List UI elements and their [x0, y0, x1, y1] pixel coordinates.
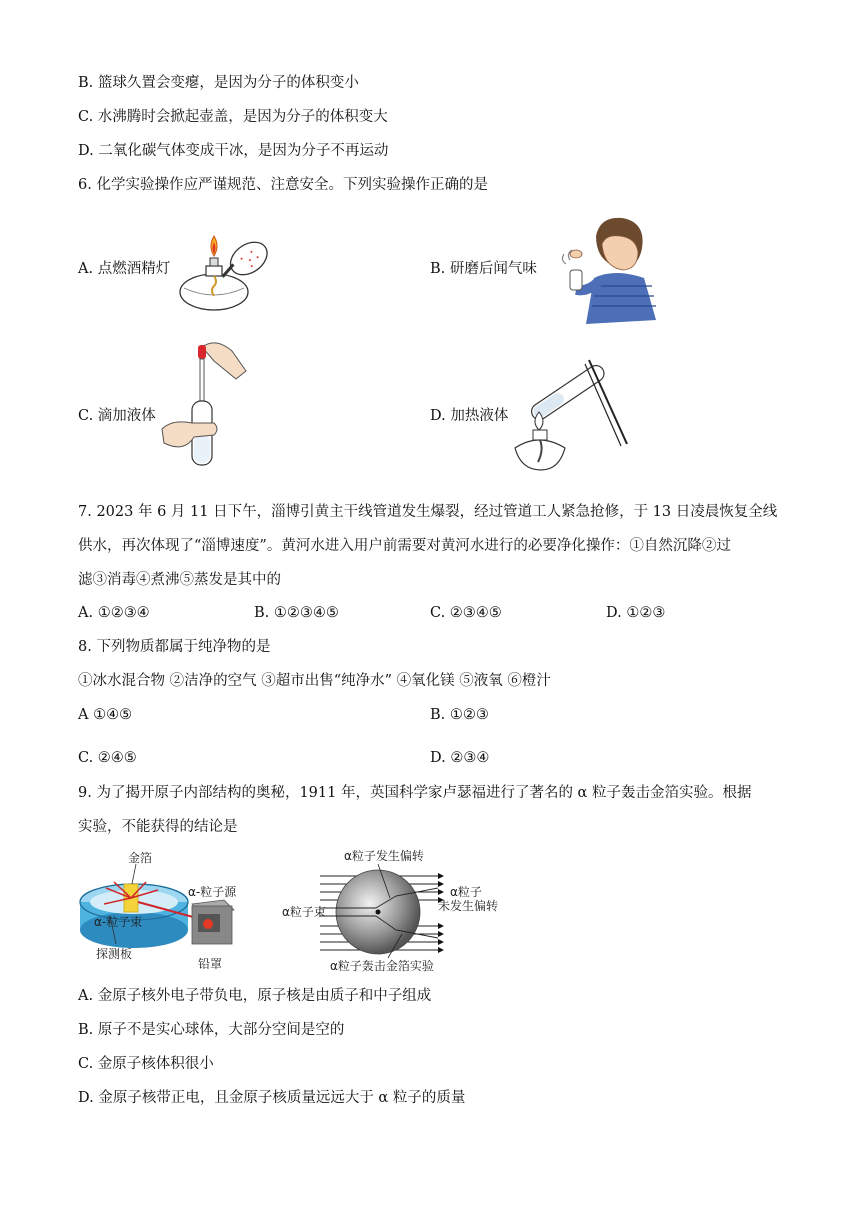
q5-option-d: D. 二氧化碳气体变成干冰，是因为分子不再运动: [78, 143, 389, 159]
lighting-alcohol-lamp-figure: [176, 222, 274, 316]
particle-beam-label: α-粒子束: [94, 915, 143, 929]
undeflected-label-2: 未发生偏转: [438, 899, 499, 913]
q9-option-b: B. 原子不是实心球体，大部分空间是空的: [78, 1022, 345, 1038]
heating-liquid-figure: [505, 352, 635, 480]
undeflected-label-1: α粒子: [450, 885, 482, 899]
q7-stem-line-2: 供水，再次体现了“淄博速度”。黄河水进入用户前需要对黄河水进行的必要净化操作：①自然沉降②过: [78, 538, 731, 554]
q6-option-d: D. 加热液体: [430, 408, 509, 424]
q9-option-c: C. 金原子核体积很小: [78, 1056, 214, 1072]
q9-option-a: A. 金原子核外电子带负电，原子核是由质子和中子组成: [78, 988, 432, 1004]
q8-option-d: D. ②③④: [430, 750, 490, 766]
q6-option-b: B. 研磨后闻气味: [430, 261, 537, 277]
particle-source-label: α-粒子源: [188, 885, 237, 899]
foil-label: 金箔: [128, 851, 153, 865]
q9-stem-line-2: 实验，不能获得的结论是: [78, 819, 238, 835]
q7-option-c: C. ②③④⑤: [430, 605, 502, 621]
q7-option-d: D. ①②③: [606, 605, 666, 621]
q7-option-a: A. ①②③④: [78, 605, 150, 621]
q5-option-b: B. 篮球久置会变瘪，是因为分子的体积变小: [78, 75, 359, 91]
q5-option-c: C. 水沸腾时会掀起壶盖，是因为分子的体积变大: [78, 109, 388, 125]
q6-stem: 6. 化学实验操作应严谨规范、注意安全。下列实验操作正确的是: [78, 177, 488, 193]
detector-label: 探测板: [96, 947, 133, 961]
q8-option-b: B. ①②③: [430, 707, 489, 723]
smelling-boy-figure: [548, 208, 660, 324]
q9-stem-line-1: 9. 为了揭开原子内部结构的奥秘，1911 年，英国科学家卢瑟福进行了著名的 α 粒子轰击金箔实验。根据: [78, 785, 752, 801]
deflected-label: α粒子发生偏转: [344, 849, 424, 863]
rutherford-apparatus-figure: [76, 844, 254, 974]
alpha-scattering-diagram: [278, 846, 510, 974]
q8-items: ①冰水混合物 ②洁净的空气 ③超市出售“纯净水” ④氧化镁 ⑤液氧 ⑥橙汁: [78, 673, 551, 689]
lead-shield-label: 铅罩: [198, 957, 223, 971]
q8-stem: 8. 下列物质都属于纯净物的是: [78, 639, 271, 655]
q8-option-c: C. ②④⑤: [78, 750, 137, 766]
q8-option-a: A ①④⑤: [78, 707, 133, 723]
q6-option-c: C. 滴加液体: [78, 408, 156, 424]
q7-stem-line-3: 滤③消毒④煮沸⑤蒸发是其中的: [78, 572, 281, 588]
q9-option-d: D. 金原子核带正电，且金原子核质量远远大于 α 粒子的质量: [78, 1090, 466, 1106]
experiment-caption: α粒子轰击金箔实验: [330, 959, 434, 973]
alpha-beam-label: α粒子束: [282, 905, 326, 919]
q7-stem-line-1: 7. 2023 年 6 月 11 日下午，淄博引黄主干线管道发生爆裂，经过管道工人紧急抢修，于 13 日凌晨恢复全线: [78, 504, 778, 520]
q6-option-a: A. 点燃酒精灯: [78, 261, 171, 277]
dropping-liquid-figure: [156, 335, 252, 467]
q7-option-b: B. ①②③④⑤: [254, 605, 339, 621]
